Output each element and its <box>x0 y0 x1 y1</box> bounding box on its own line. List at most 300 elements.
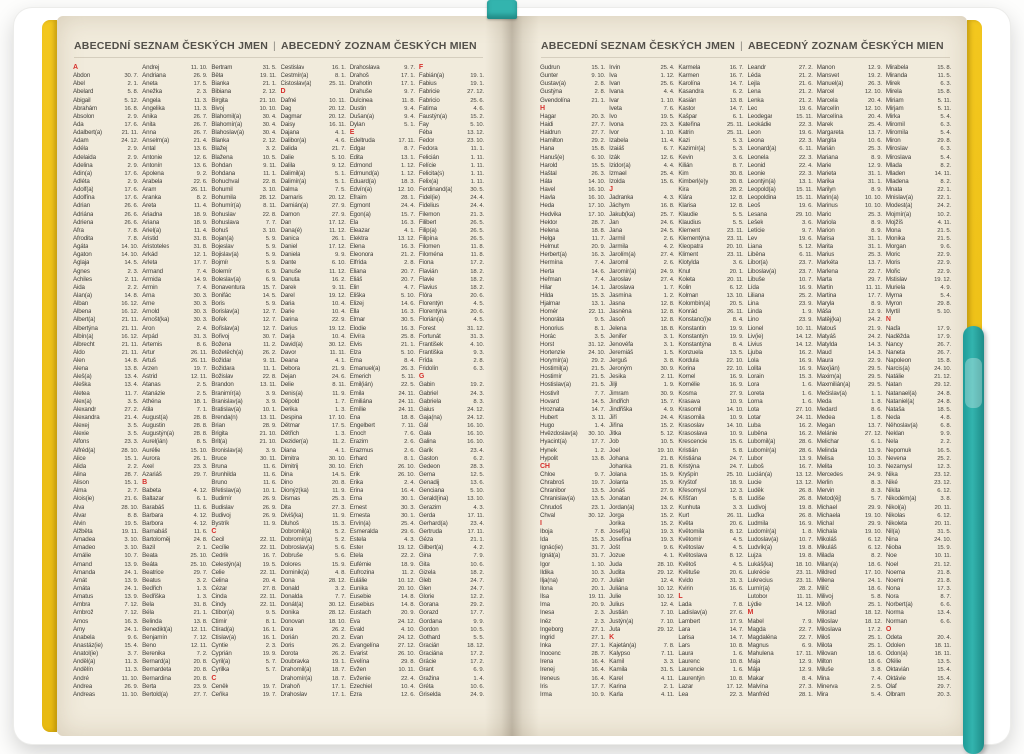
name-entry <box>748 178 813 186</box>
name-entry <box>211 601 276 609</box>
given-name: Barabáš <box>142 503 165 511</box>
given-name: Nikita <box>885 487 901 495</box>
name-day-date: 24. 1. <box>124 626 139 633</box>
name-day-date: 10. 12. <box>657 586 675 592</box>
name-day-date: 1. 5. <box>663 349 675 356</box>
given-name: Gina <box>418 552 432 560</box>
name-entry <box>609 390 674 398</box>
name-day-date: 27. 7. <box>193 691 208 698</box>
name-day-date: 13. 10. <box>726 292 744 299</box>
given-name: Dora <box>280 625 294 633</box>
name-day-date: 24. 7. <box>729 463 744 470</box>
name-day-date: 12. 11. <box>190 626 208 633</box>
name-day-date: 21. 1. <box>262 81 277 88</box>
given-name: Egmont <box>349 202 371 210</box>
name-day-date: 8. 9. <box>871 301 882 308</box>
name-day-date: 1. 9. <box>663 382 675 389</box>
given-name: Krasomila <box>678 414 705 422</box>
name-entry <box>748 105 813 113</box>
given-name: Barbora <box>142 519 164 527</box>
name-day-date: 22. 8. <box>262 211 277 218</box>
name-entry <box>419 479 484 487</box>
name-entry <box>748 284 813 292</box>
name-entry <box>609 618 674 626</box>
name-day-date: 8. 2. <box>871 553 882 560</box>
given-name: Florentýn <box>418 300 444 308</box>
name-day-date: 30. 7. <box>262 333 277 340</box>
given-name: Marieta <box>816 169 837 177</box>
name-entry <box>419 577 484 585</box>
name-entry <box>211 129 276 137</box>
given-name: Dafné <box>280 96 297 104</box>
name-day-date: 26. 10. <box>397 651 415 658</box>
name-day-date: 29. 5. <box>868 374 882 381</box>
name-entry <box>540 186 605 194</box>
name-entry <box>350 512 415 520</box>
given-name: Marius <box>816 251 835 259</box>
given-name: Lora <box>747 381 760 389</box>
given-name: Melichar <box>816 438 839 446</box>
name-day-date: 6. 1. <box>871 439 882 446</box>
name-entry <box>540 634 605 642</box>
given-name: Mansvet <box>816 72 840 80</box>
name-day-date: 6. 12. <box>729 284 744 291</box>
name-entry <box>540 121 605 129</box>
given-name: Eusebius <box>349 601 374 609</box>
name-day-date: 21. 9. <box>331 366 346 373</box>
given-name: Eliáš <box>349 275 363 283</box>
name-entry <box>350 357 415 365</box>
name-entry <box>350 276 415 284</box>
name-entry <box>817 438 882 446</box>
name-entry <box>817 390 882 398</box>
name-entry <box>678 487 743 495</box>
given-name: Julián <box>609 576 625 584</box>
name-entry <box>540 618 605 626</box>
name-entry <box>678 325 743 333</box>
name-entry <box>211 308 276 316</box>
name-entry <box>540 552 605 560</box>
name-day-date: 1. 3. <box>196 594 208 601</box>
name-entry <box>211 292 276 300</box>
name-day-date: 20. 4. <box>937 634 952 641</box>
name-day-date: 5. 6. <box>334 545 346 552</box>
name-entry <box>609 137 674 145</box>
given-name: Abrahám <box>73 104 98 112</box>
given-name: Kašpar <box>678 112 698 120</box>
name-entry <box>817 455 882 463</box>
name-day-date: 2. 3. <box>127 268 139 275</box>
name-entry <box>211 373 276 381</box>
name-entry <box>73 202 138 210</box>
name-day-date: 5. 3. <box>732 146 744 153</box>
name-entry <box>281 194 346 202</box>
name-day-date: 4. 1. <box>404 227 415 234</box>
name-day-date: 21. 7. <box>331 146 346 153</box>
name-day-date: 13. 9. <box>124 561 139 568</box>
name-day-date: 15. 10. <box>190 447 208 454</box>
given-name: Arpád <box>142 332 158 340</box>
given-name: Lada <box>678 601 692 609</box>
name-day-date: 4. 12. <box>193 488 208 495</box>
given-name: František <box>418 340 443 348</box>
given-name: Mirjam <box>885 104 904 112</box>
name-entry <box>678 154 743 162</box>
given-name: Čeněk <box>211 682 229 690</box>
given-name: Edmond <box>349 161 372 169</box>
name-day-date: 17. 2. <box>470 651 485 658</box>
name-entry <box>886 495 951 503</box>
given-name: Krasomil <box>678 405 702 413</box>
name-day-date: 25. 8. <box>401 333 415 340</box>
given-name: Jindřiška <box>609 405 633 413</box>
name-entry <box>817 178 882 186</box>
given-name: Jiljí <box>609 381 618 389</box>
given-name: Hjalmar <box>540 300 561 308</box>
name-entry <box>817 251 882 259</box>
given-name: Jeremiáš <box>609 348 634 356</box>
given-name: Justýn(a) <box>609 617 634 625</box>
name-day-date: 26. 9. <box>262 512 277 519</box>
name-day-date: 30. 3. <box>193 309 208 316</box>
name-day-date: 10. 3. <box>591 569 606 576</box>
given-name: Debora <box>280 365 300 373</box>
given-name: Izmael <box>609 169 627 177</box>
given-name: Jeroným <box>609 365 632 373</box>
name-day-date: 21. 10. <box>259 431 277 438</box>
name-day-date: 25. 1. <box>868 602 882 609</box>
given-name: Edmund(a) <box>349 169 379 177</box>
name-day-date: 29. 7. <box>193 569 208 576</box>
given-name: Bojan(a) <box>211 234 234 242</box>
name-day-date: 2. 1. <box>196 545 208 552</box>
section-letter: C <box>211 528 217 536</box>
name-day-date: 11. 6. <box>263 472 277 479</box>
name-day-date: 26. 9. <box>262 496 277 503</box>
given-name: Bibiana <box>211 88 231 96</box>
name-day-date: 5. 4. <box>871 691 882 698</box>
name-day-date: 20. 9. <box>591 602 606 609</box>
name-entry <box>609 642 674 650</box>
name-day-date: 9. 7. <box>594 472 606 479</box>
name-entry <box>886 251 951 259</box>
name-day-date: 26. 7. <box>193 121 208 128</box>
name-entry <box>419 227 484 235</box>
given-name: Bernard(a) <box>142 658 171 666</box>
name-day-date: 12. 8. <box>660 309 675 316</box>
name-day-date: 29. 2. <box>591 358 606 365</box>
given-name: Efraim <box>349 194 367 202</box>
name-day-date: 6. 9. <box>801 642 813 649</box>
name-entry <box>211 357 276 365</box>
name-entry <box>817 544 882 552</box>
given-name: Arnošt(ka) <box>142 316 170 324</box>
name-day-date: 8. 9. <box>871 154 882 161</box>
name-entry <box>73 438 138 446</box>
name-entry <box>678 536 743 544</box>
name-day-date: 25. 11. <box>726 121 744 128</box>
name-day-date: 19. 12. <box>934 276 952 283</box>
name-entry <box>142 455 207 463</box>
given-name: Aleška <box>73 381 91 389</box>
name-day-date: 24. 6. <box>660 219 675 226</box>
given-name: Cecil <box>211 536 225 544</box>
name-entry <box>281 642 346 650</box>
name-entry <box>350 316 415 324</box>
name-day-date: 2. 9. <box>127 162 139 169</box>
name-entry <box>540 447 605 455</box>
name-day-date: 12. 8. <box>729 203 744 210</box>
name-entry <box>211 365 276 373</box>
name-entry <box>73 227 138 235</box>
name-day-date: 18. 9. <box>401 561 415 568</box>
name-day-date: 7. 4. <box>594 276 606 283</box>
name-day-date: 5. 4. <box>940 130 952 137</box>
given-name: Kvido <box>678 576 694 584</box>
name-day-date: 14. 8. <box>124 292 139 299</box>
name-entry <box>419 438 484 446</box>
name-entry <box>281 569 346 577</box>
given-name: Libuše <box>747 275 765 283</box>
given-name: Brunhilda <box>211 471 237 479</box>
name-entry <box>419 316 484 324</box>
name-entry <box>540 227 605 235</box>
name-day-date: 19. 1. <box>470 73 485 80</box>
name-entry <box>748 642 813 650</box>
given-name: Boleslav(a) <box>211 275 241 283</box>
name-day-date: 19. 5. <box>660 113 675 120</box>
name-entry <box>540 243 605 251</box>
name-entry <box>281 406 346 414</box>
given-name: Kristýna <box>678 462 700 470</box>
given-name: Ima <box>540 601 550 609</box>
given-name: Deana <box>280 357 298 365</box>
name-day-date: 9. 5. <box>265 610 277 617</box>
given-name: Kalypso <box>609 650 631 658</box>
name-day-date: 5. 10. <box>401 292 415 299</box>
name-day-date: 20. 11. <box>934 504 952 511</box>
name-day-date: 1. 6. <box>801 390 813 397</box>
given-name: Miroslav <box>885 145 908 153</box>
name-entry <box>817 634 882 642</box>
given-name: Gustav(a) <box>540 80 566 88</box>
given-name: Max(ián) <box>816 365 840 373</box>
name-day-date: 24. 2. <box>868 317 882 324</box>
name-entry <box>817 561 882 569</box>
name-entry <box>211 495 276 503</box>
name-entry <box>817 219 882 227</box>
name-entry <box>609 577 674 585</box>
name-entry <box>142 276 207 284</box>
name-entry <box>678 520 743 528</box>
given-name: Glorie <box>418 593 435 601</box>
given-name: Gertruda <box>418 528 443 536</box>
name-entry <box>609 666 674 674</box>
name-entry <box>678 194 743 202</box>
name-entry <box>350 561 415 569</box>
name-entry <box>609 325 674 333</box>
name-entry <box>678 292 743 300</box>
given-name: Beno <box>142 641 157 649</box>
name-entry <box>142 487 207 495</box>
name-day-date: 30. 10. <box>588 431 606 438</box>
name-day-date: 4. 5. <box>732 537 744 544</box>
given-name: Božetěch(a) <box>211 348 244 356</box>
name-entry <box>142 642 207 650</box>
paper-spread <box>57 16 967 736</box>
name-entry <box>281 64 346 72</box>
name-entry <box>748 626 813 634</box>
given-name: Fay <box>418 120 429 128</box>
name-entry <box>419 211 484 219</box>
name-day-date: 29. 12. <box>934 382 952 389</box>
name-day-date: 2. 9. <box>127 146 139 153</box>
name-entry <box>540 381 605 389</box>
given-name: Medea <box>816 414 835 422</box>
given-name: Davor <box>280 348 297 356</box>
name-entry <box>748 577 813 585</box>
name-entry <box>211 211 276 219</box>
name-entry <box>73 626 138 634</box>
given-name: Enoch <box>349 430 367 438</box>
given-name: Ernesta <box>349 511 370 519</box>
name-entry <box>281 577 346 585</box>
given-name: Jasmína <box>609 291 632 299</box>
name-day-date: 3. 11. <box>591 415 606 422</box>
given-name: Bystrík <box>211 519 230 527</box>
name-day-date: 16. 9. <box>798 520 813 527</box>
name-day-date: 28. 12. <box>328 577 346 584</box>
given-name: Eufémie <box>349 560 372 568</box>
name-day-date: 21. 8. <box>937 569 952 576</box>
name-entry <box>281 211 346 219</box>
name-day-date: 20. 10. <box>397 586 415 592</box>
given-name: Liboslav(a) <box>747 267 777 275</box>
given-name: Cedrik <box>211 552 229 560</box>
given-name: Damián(a) <box>280 202 309 210</box>
name-day-date: 10. 4. <box>331 301 346 308</box>
name-day-date: 12. 9. <box>868 309 882 316</box>
given-name: Martin <box>816 283 833 291</box>
given-name: Lev <box>747 234 758 242</box>
name-entry <box>73 561 138 569</box>
name-entry <box>211 154 276 162</box>
given-name: Krasava <box>678 397 700 405</box>
section-letter: Č <box>211 674 217 682</box>
name-column <box>817 64 882 699</box>
name-entry <box>281 626 346 634</box>
name-entry <box>142 170 207 178</box>
given-name: Drahotín <box>349 80 373 88</box>
name-entry <box>73 80 138 88</box>
given-name: Jolanta <box>609 479 629 487</box>
name-entry <box>350 154 415 162</box>
name-entry <box>817 414 882 422</box>
name-entry <box>609 64 674 72</box>
given-name: Dobruše <box>280 552 303 560</box>
name-entry <box>419 642 484 650</box>
name-entry <box>817 447 882 455</box>
name-entry <box>281 430 346 438</box>
name-entry <box>817 536 882 544</box>
given-name: Erich <box>349 462 364 470</box>
name-entry <box>281 105 346 113</box>
given-name: Marta <box>816 275 832 283</box>
given-name: Inka <box>540 641 552 649</box>
name-day-date: 26. 6. <box>124 211 139 218</box>
given-name: Felicián <box>418 153 439 161</box>
name-day-date: 19. 12. <box>397 545 415 552</box>
given-name: Lubor <box>747 454 763 462</box>
name-entry <box>678 64 743 72</box>
header-czech: ABECEDNÍ SEZNAM ČESKÝCH JMEN <box>541 40 736 52</box>
name-day-date: 24. 6. <box>660 496 675 503</box>
name-entry <box>748 381 813 389</box>
name-day-date: 31. 8. <box>193 602 208 609</box>
given-name: Lazar <box>678 682 694 690</box>
name-entry <box>419 129 484 137</box>
name-entry <box>211 219 276 227</box>
name-day-date: 10. 8. <box>729 642 744 649</box>
name-entry <box>281 243 346 251</box>
name-entry <box>817 552 882 560</box>
name-entry <box>419 585 484 593</box>
name-day-date: 22. 9. <box>937 268 952 275</box>
given-name: Laurencie <box>678 666 705 674</box>
name-entry <box>817 471 882 479</box>
given-name: Doubravka <box>280 658 310 666</box>
name-entry <box>886 438 951 446</box>
name-day-date: 8. 2. <box>196 195 208 202</box>
name-day-date: 26. 11. <box>190 349 208 356</box>
name-entry <box>281 259 346 267</box>
given-name: Amadeo <box>73 544 96 552</box>
given-name: Brit(a) <box>211 438 228 446</box>
name-entry <box>817 381 882 389</box>
given-name: Bruce <box>211 454 227 462</box>
name-day-date: 21. 3. <box>470 211 485 218</box>
given-name: Graciána <box>418 650 443 658</box>
name-entry <box>540 601 605 609</box>
name-entry <box>419 308 484 316</box>
name-day-date: 13. 1. <box>401 154 415 161</box>
name-entry <box>281 398 346 406</box>
name-entry <box>886 219 951 227</box>
given-name: Maura <box>816 357 834 365</box>
name-entry <box>419 422 484 430</box>
name-entry <box>678 202 743 210</box>
name-day-date: 21. 6. <box>124 496 139 503</box>
given-name: Mořic <box>885 267 901 275</box>
given-name: Erik <box>349 471 360 479</box>
name-entry <box>540 349 605 357</box>
name-entry <box>609 520 674 528</box>
given-name: Lejla <box>747 80 760 88</box>
name-day-date: 25. 3. <box>868 146 882 153</box>
name-day-date: 28. 12. <box>328 610 346 617</box>
name-day-date: 14. 12. <box>795 333 813 340</box>
name-entry <box>748 316 813 324</box>
name-entry <box>678 463 743 471</box>
given-name: Abelard <box>73 88 94 96</box>
name-day-date: 12. 6. <box>401 691 415 698</box>
name-entry <box>73 154 138 162</box>
given-name: Felicita(s) <box>418 169 445 177</box>
name-entry <box>678 243 743 251</box>
name-entry <box>281 683 346 691</box>
name-day-date: 17. 7. <box>470 610 485 617</box>
name-day-date: 13. 4. <box>124 382 139 389</box>
